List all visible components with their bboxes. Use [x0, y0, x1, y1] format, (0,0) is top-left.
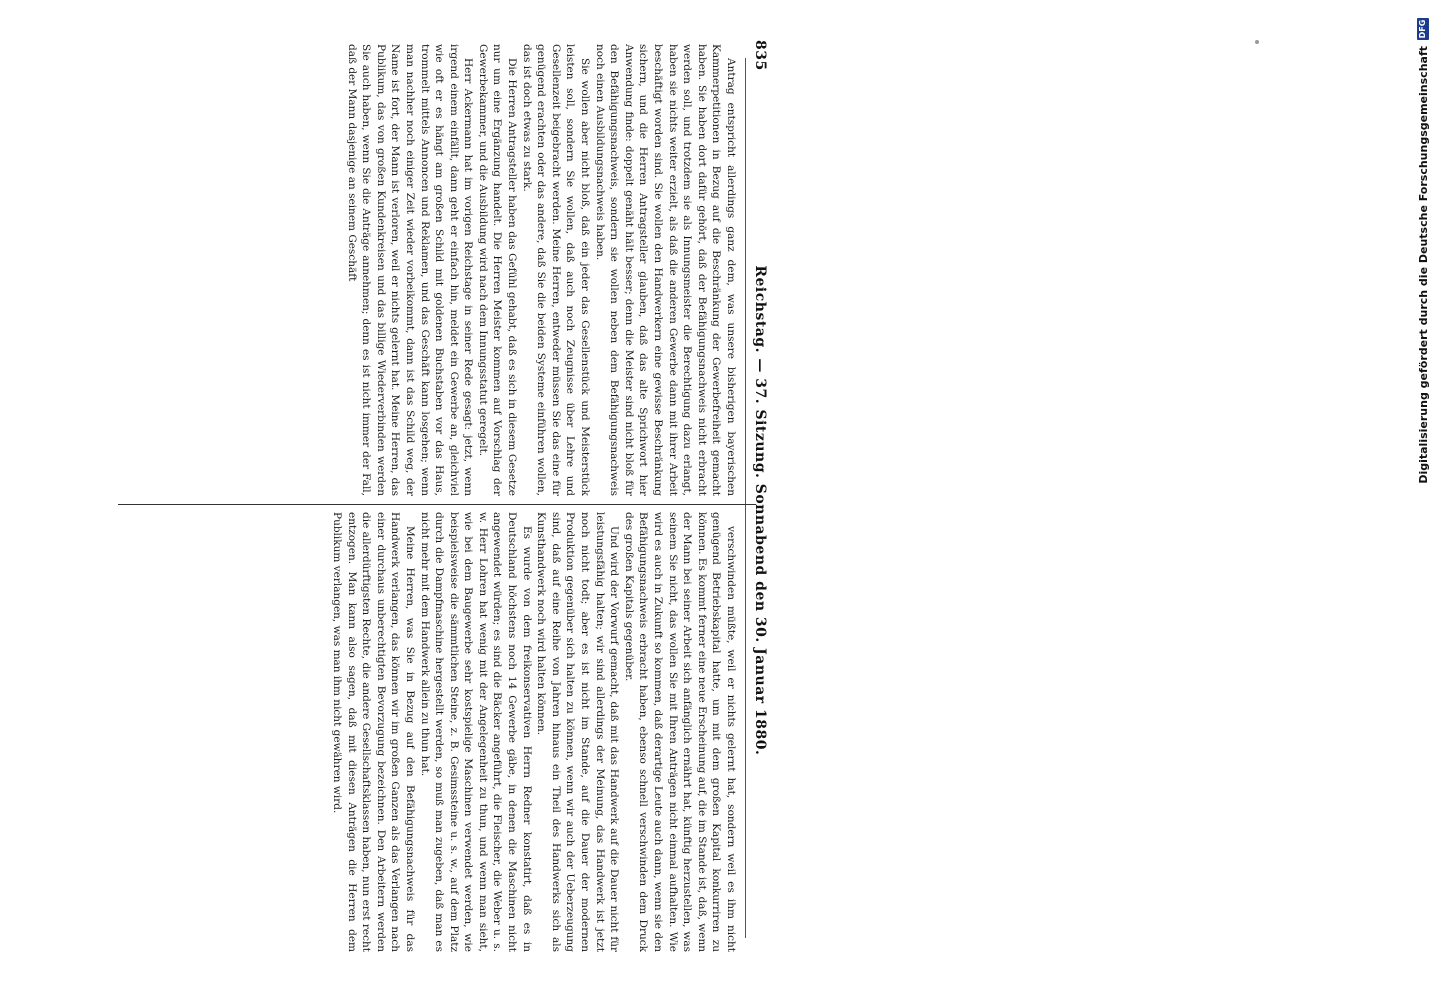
credit-text: Digitalisierung gefördert durch die Deutsche Forschungsgemeinschaft	[1416, 46, 1430, 484]
header-title: Reichstag. — 37. Sitzung. Sonnabend den 30. Januar 1880.	[752, 265, 768, 756]
column-left	[118, 44, 738, 496]
paragraph: Es wurde von dem freikonservativen Herrn Redner konstatirt, daß es in Deutschland höchstens noch 14 Gewerbe gäbe, in denen die Maschinen nicht angewendet würden; es sind die Bäcker angeführt, die Fleischer, die Weber u. s. w. Herr Lohren hat wenig mit der Angelegenheit zu thun, und wenn man sieht, wie bei dem Baugewerbe sehr kostspielige Maschinen verwendet werden, wie beispielsweise die sämmtlichen Steine, z. B. Gesimssteine u. s. w., auf dem Platz durch die Dampfmaschine hergestellt werden, so muß man zugeben, daß man es nicht mehr mit dem Handwerk allein zu thun hat.	[418, 512, 533, 952]
paragraph: Die Herren Antragsteller haben das Gefühl gehabt, daß es sich in diesem Gesetze nur um eine Ergänzung handelt. Die Herren Meister kommen auf Vorschlag der Gewerbekammer, und die Ausbildung wird nach dem Innungsstatut geregelt.	[476, 44, 519, 496]
paragraph: Und wird der Vorwurf gemacht, daß mit das Handwerk auf die Dauer nicht für leistungsfähig halten; wir sind allerdings der Meinung, das Handwerk ist jetzt noch nicht todt; aber es ist nicht im Stande, auf die Dauer der modernen Produktion gegenüber sich halten zu können, wenn wir auch der Ueberzeugung sind, daß auf eine Reihe von Jahren hinaus ein Theil des Handwerks sich als Kunsthandwerk noch wird halten können.	[535, 512, 621, 952]
paragraph: Antrag entspricht allerdings ganz dem, was unsere bisherigen bayerischen Kammerpetitionen in Bezug auf die Beschränkung der Gewerbefreiheit gemacht haben. Sie haben dort dafür gehört, daß der Befähigungsnachweis nicht erbracht werden soll, und trotzdem sie als Innungsmeister die Berechtigung dazu erlangt, haben sie nichts weiter erzielt, als daß die anderen Gewerbe dann mit ihrer Arbeit beschäftigt worden sind. Sie wollen den Handwerkern eine gewisse Beschränkung sichern, und die Herren Antragsteller glauben, daß das alte Sprichwort hier Anwendung finde: doppelt genäht hält besser; denn die Meister sind nicht bloß für den Befähigungsnachweis, sondern sie wollen neben dem Befähigungsnachweis noch einen Ausbildungsnachweis haben.	[593, 44, 737, 496]
paragraph: Sie wollen aber nicht bloß, daß ein jeder das Gesellenstück und Meisterstück leisten soll, sondern Sie wollen, daß auch noch Zeugnisse über Lehre und Gesellenzeit beigebracht werden. Meine Herren, entweder müssen Sie das eine für genügend erachten oder das andere, daß Sie die beiden Systeme einführen wollen, das ist doch etwas zu stark.	[520, 44, 592, 496]
running-header	[750, 40, 770, 970]
paragraph: Herr Ackermann hat im vorigen Reichstage in seiner Rede gesagt: jetzt, wenn irgend einem einfällt, dann geht er einfach hin, meldet ein Gewerbe an, gleichviel wie oft er es hängt am großen Schild mit goldenen Buchstaben vor das Haus, trommelt mittels Annoncen und Reklamen, und das Geschäft kann losgehen; wenn man nachher noch einiger Zeit wieder vorbeikommt, dann ist das Schild weg, der Name ist fort, der Mann ist verloren, weil er nichts gelernt hat. Meine Herren, das Publikum, das von großen Kundenkreisen und das billige Wiederverbinden werden Sie auch haben, wenn Sie die Anträge annehmen; denn es ist nicht immer der Fall, daß der Mann dasjenige an seinem Geschäft	[345, 44, 475, 496]
column-divider	[118, 504, 756, 505]
dfg-logo-icon: DFG	[1418, 19, 1427, 39]
scan-speck	[1255, 40, 1259, 44]
page-number: 835	[752, 40, 768, 71]
column-right	[118, 512, 738, 952]
paragraph: verschwinden müßte, weil er nichts gelernt hat, sondern weil es ihm nicht genügend Betriebskapital hatte, um mit dem großen Kapital konkurriren zu können. Es kommt ferner eine neue Erscheinung auf, die im Stande ist, daß, wenn der Mann bei seiner Arbeit sich anfänglich ernährt hat, künftig herzustellen, was seinem Sie nicht, das wollen Sie mit Ihren Anträgen nicht einmal aufhalten. Wie wird es auch in Zukunft so kommen, daß derartige Leute auch dann, wenn sie den Befähigungsnachweis erbracht haben, ebenso schnell verschwinden dem Druck des großen Kapitals gegenüber.	[622, 512, 737, 952]
digitization-credit	[1414, 0, 1432, 1000]
header-rule	[745, 58, 746, 938]
paragraph: Meine Herren, was Sie in Bezug auf den Befähigungsnachweis für das Handwerk verlangen, das können wir im großen Ganzen als das Verlangen nach einer durchaus unberechtigten Bevorzugung bezeichnen. Den Arbeitern werden die allerdürftigsten Rechte, die andere Gesellschaftsklassen haben, nun erst recht entzogen. Man kann also sagen, daß mit diesen Anträgen die Herren dem Publikum verlangen, was man ihm nicht gewähren wird.	[330, 512, 416, 952]
